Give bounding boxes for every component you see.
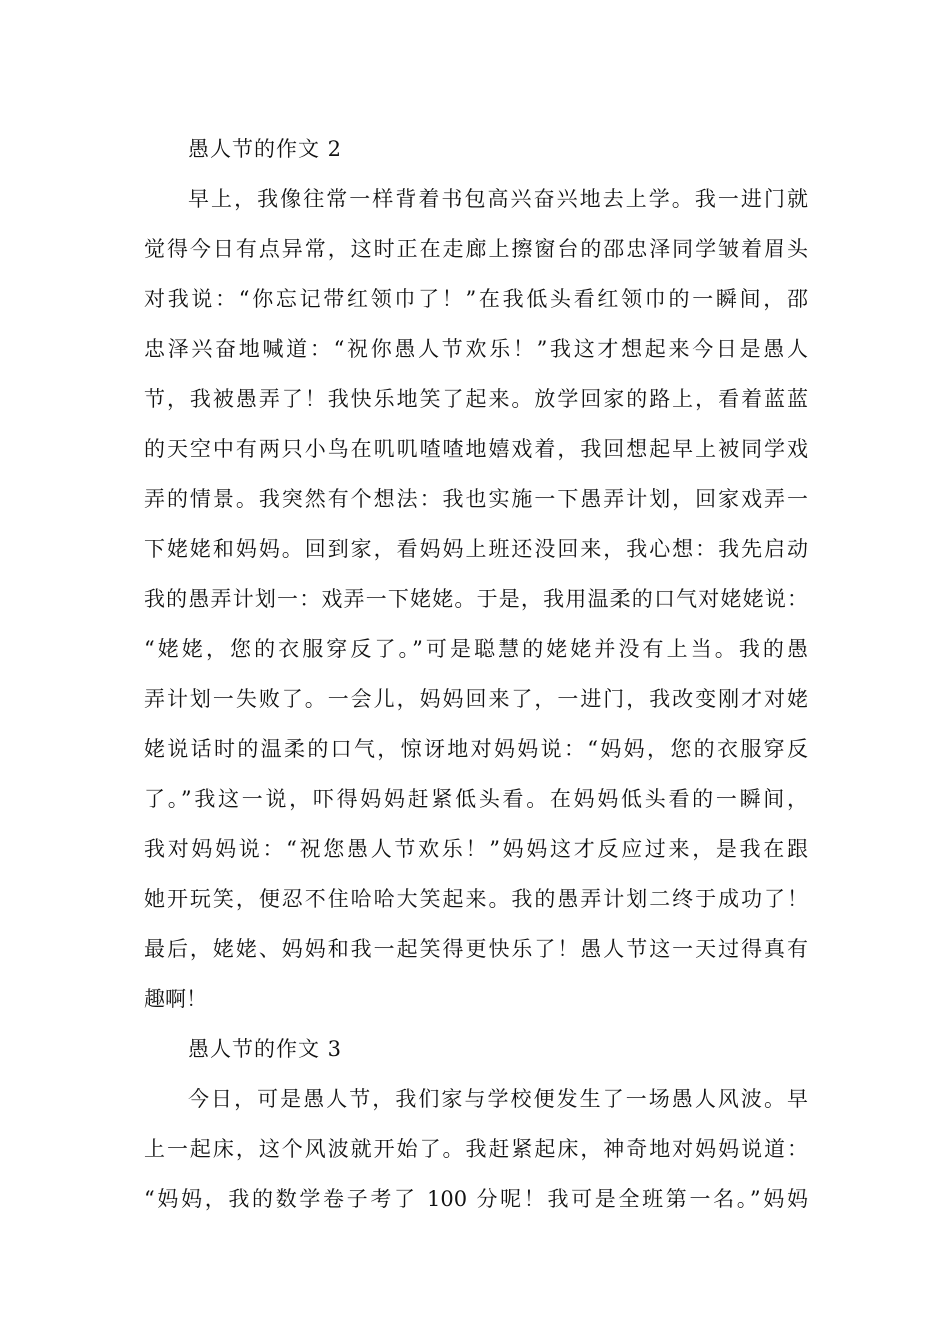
essay-section-2	[144, 124, 808, 1024]
text-line: “妈妈，我的数学卷子考了 100 分呢！我可是全班第一名。”妈妈	[144, 1187, 808, 1211]
document-page	[144, 124, 808, 1224]
text-line: 忠泽兴奋地喊道：“祝你愚人节欢乐！”我这才想起来今日是愚人	[144, 337, 808, 361]
text-line: 趣啊！	[144, 987, 207, 1011]
text-line: 最后，姥姥、妈妈和我一起笑得更快乐了！愚人节这一天过得真有	[144, 937, 808, 961]
text-line: 早上，我像往常一样背着书包高兴奋兴地去上学。我一进门就	[188, 187, 808, 211]
section-heading: 愚人节的作文 3	[188, 1037, 343, 1061]
text-line: 我的愚弄计划一：戏弄一下姥姥。于是，我用温柔的口气对姥姥说：	[144, 587, 808, 611]
text-line: 对我说：“你忘记带红领巾了！”在我低头看红领巾的一瞬间，邵	[144, 287, 808, 311]
text-line: 节，我被愚弄了！我快乐地笑了起来。放学回家的路上，看着蓝蓝	[144, 387, 808, 411]
text-line: 今日，可是愚人节，我们家与学校便发生了一场愚人风波。早	[188, 1087, 808, 1111]
text-line: 了。”我这一说，吓得妈妈赶紧低头看。在妈妈低头看的一瞬间，	[144, 787, 808, 811]
text-line: 弄的情景。我突然有个想法：我也实施一下愚弄计划，回家戏弄一	[144, 487, 808, 511]
text-line: 觉得今日有点异常，这时正在走廊上擦窗台的邵忠泽同学皱着眉头	[144, 237, 808, 261]
text-line: 弄计划一失败了。一会儿，妈妈回来了，一进门，我改变刚才对姥	[144, 687, 808, 711]
text-line: 我对妈妈说：“祝您愚人节欢乐！”妈妈这才反应过来，是我在跟	[144, 837, 808, 861]
text-line: 上一起床，这个风波就开始了。我赶紧起床，神奇地对妈妈说道：	[144, 1137, 808, 1161]
text-line: 下姥姥和妈妈。回到家，看妈妈上班还没回来，我心想：我先启动	[144, 537, 808, 561]
essay-section-3	[144, 1024, 808, 1224]
text-line: 姥说话时的温柔的口气，惊讶地对妈妈说：“妈妈，您的衣服穿反	[144, 737, 808, 761]
section-body	[144, 174, 808, 1024]
text-line: “姥姥，您的衣服穿反了。”可是聪慧的姥姥并没有上当。我的愚	[144, 637, 808, 661]
section-heading: 愚人节的作文 2	[188, 137, 343, 161]
text-line: 的天空中有两只小鸟在叽叽喳喳地嬉戏着，我回想起早上被同学戏	[144, 437, 808, 461]
section-body	[144, 1074, 808, 1224]
text-line: 她开玩笑，便忍不住哈哈大笑起来。我的愚弄计划二终于成功了！	[144, 887, 808, 911]
